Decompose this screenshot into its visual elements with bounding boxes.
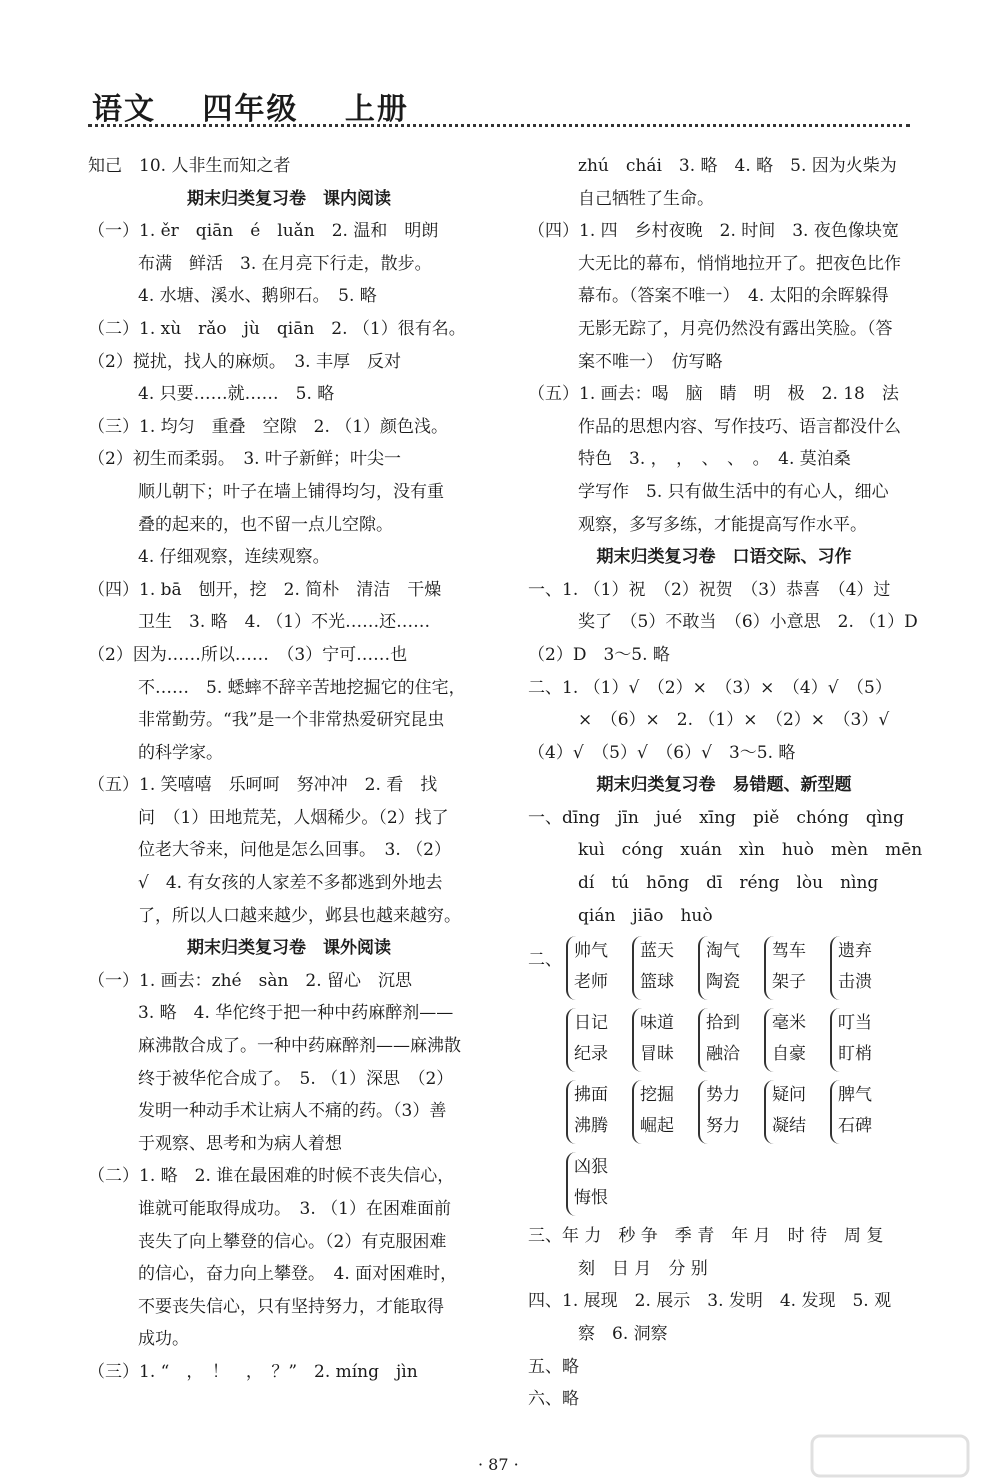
answer-line: 谁就可能取得成功。 3. （1）在困难面前: [138, 1199, 451, 1219]
word: 老师: [574, 972, 608, 993]
word: 蓝天: [640, 941, 674, 962]
answer-line: 丧失了向上攀登的信心。（2）有克服困难: [138, 1231, 447, 1252]
answer-line: 特色 3. ， ， 、 、 。 4. 莫泊桑: [578, 449, 851, 470]
answer-line: 4. 只要……就…… 5. 略: [138, 384, 335, 405]
answer-line: 卫生 3. 略 4. （1）不光……还……: [138, 612, 431, 633]
word-pair: [830, 1080, 896, 1144]
word-pair: [764, 1008, 830, 1072]
section-heading: 期末归类复习卷 课外阅读: [187, 938, 391, 959]
word: 自豪: [772, 1044, 806, 1065]
answer-line: 布满 鲜活 3. 在月亮下行走，散步。: [138, 253, 432, 274]
answer-line: 知己 10. 人非生而知之者: [88, 156, 291, 176]
page-number: · 87 ·: [478, 1455, 519, 1474]
answer-line: （四）1. bā 刨开，挖 2. 简朴 清洁 干燥: [88, 579, 442, 600]
grade: 四年级: [202, 92, 299, 127]
word: 融洽: [706, 1044, 740, 1065]
answer-line: 位老大爷来，问他是怎么回事。 3. （2）: [138, 840, 451, 861]
answer-line: 自己牺牲了生命。: [578, 188, 714, 209]
answer-line: 的信心，奋力向上攀登。 4. 面对困难时，: [138, 1264, 458, 1285]
answer-line: （2）搅扰，找人的麻烦。 3. 丰厚 反对: [88, 351, 401, 372]
word: 淘气: [706, 941, 740, 962]
answer-line: 的科学家。: [138, 742, 223, 763]
answer-line: 不要丧失信心，只有坚持努力，才能取得: [138, 1296, 444, 1317]
answer-line: （2）因为……所以…… （3）宁可……也: [88, 644, 408, 665]
answer-line: 案不唯一） 仿写略: [578, 351, 723, 372]
section-heading: 期末归类复习卷 口语交际、习作: [596, 547, 852, 568]
answer-line: 了，所以人口越来越少，邺县也越来越穷。: [138, 905, 461, 926]
answer-line: （二）1. 略 2. 谁在最困难的时候不丧失信心，: [88, 1166, 455, 1187]
answer-line: 发明一种动手术让病人不痛的药。（3）善: [138, 1101, 447, 1122]
word-pair: [632, 1080, 698, 1144]
answer-line: （2）D 3～5. 略: [528, 644, 670, 665]
word-pair: [632, 1008, 698, 1072]
word: 味道: [640, 1013, 674, 1034]
word: 沸腾: [574, 1116, 608, 1137]
word: 驾车: [772, 941, 806, 962]
word: 努力: [706, 1116, 740, 1137]
answer-line: 学写作 5. 只有做生活中的有心人，细心: [578, 481, 889, 502]
answer-line: （三）1. “ ， ！ ， ？” 2. míng jìn: [88, 1361, 418, 1382]
answer-line: 一、1. （1）祝 （2）祝贺 （3）恭喜 （4）过: [528, 579, 891, 600]
answer-line: 幕布。（答案不唯一） 4. 太阳的余晖躲得: [578, 286, 889, 307]
answer-line: 六、略: [528, 1389, 579, 1410]
word-pair: [698, 1008, 764, 1072]
word: 叮当: [838, 1013, 872, 1034]
word: 遗弃: [838, 941, 872, 962]
word: 架子: [772, 972, 806, 993]
answer-line: 一、dīng jīn jué xīng piě chóng qìng: [528, 807, 905, 828]
word: 篮球: [640, 972, 674, 993]
answer-line: （4）√ （5）√ （6）√ 3～5. 略: [528, 742, 796, 763]
answer-line: 叠的起来的，也不留一点儿空隙。: [138, 514, 393, 535]
answer-line: （四）1. 四 乡村夜晚 2. 时间 3. 夜色像块宽: [528, 221, 899, 242]
answer-line: zhú chái 3. 略 4. 略 5. 因为火柴为: [578, 156, 897, 176]
word: 悔恨: [574, 1188, 608, 1209]
word: 毫米: [772, 1013, 806, 1034]
answer-line: qián jiāo huò: [578, 905, 713, 926]
watermark-logo: [810, 1432, 970, 1480]
word: 冒昧: [640, 1044, 674, 1065]
word-pair: [566, 936, 632, 1000]
answer-line: 五、略: [528, 1356, 579, 1377]
word: 挖掘: [640, 1085, 674, 1106]
word: 脾气: [838, 1085, 872, 1106]
word-pair: [698, 936, 764, 1000]
word-pair: [566, 1152, 632, 1216]
answer-line: （一）1. ěr qiān é luǎn 2. 温和 明朗: [88, 221, 439, 242]
word: 凶狠: [574, 1157, 608, 1178]
answer-line: （二）1. xù rǎo jù qiān 2. （1）很有名。: [88, 318, 466, 339]
word: 石碑: [838, 1116, 872, 1137]
word: 拾到: [706, 1013, 740, 1034]
word: 日记: [574, 1013, 608, 1034]
section-heading: 期末归类复习卷 易错题、新型题: [596, 775, 852, 796]
answer-line: √ 4. 有女孩的人家差不多都逃到外地去: [138, 873, 443, 894]
answer-line: （一）1. 画去：zhé sàn 2. 留心 沉思: [88, 970, 413, 991]
answer-line: 顺儿朝下；叶子在墙上铺得均匀，没有重: [138, 481, 444, 502]
word-pairs-label: 二、: [528, 950, 562, 971]
answer-line: 四、1. 展现 2. 展示 3. 发明 4. 发现 5. 观: [528, 1291, 892, 1312]
word: 盯梢: [838, 1044, 872, 1065]
word-pair: [764, 936, 830, 1000]
answer-line: 终于被华佗合成了。 5. （1）深思 （2）: [138, 1068, 454, 1089]
section-heading: 期末归类复习卷 课内阅读: [187, 188, 391, 209]
right-column: [528, 150, 923, 1416]
answer-line: dí tú hōng dī réng lòu nìng: [578, 873, 879, 894]
word: 势力: [706, 1085, 740, 1106]
answer-line: 麻沸散合成了。一种中药麻醉剂——麻沸散: [138, 1036, 461, 1057]
word-pair: [830, 1008, 896, 1072]
answer-line: 4. 水塘、溪水、鹅卵石。 5. 略: [138, 286, 377, 307]
word-pair: [566, 1080, 632, 1144]
word: 疑问: [772, 1085, 806, 1106]
answer-line: 察 6. 洞察: [578, 1324, 668, 1345]
answer-line: 三、年 力 秒 争 季 青 年 月 时 待 周 复: [528, 1226, 884, 1247]
word-pairs-grid: [528, 932, 920, 1220]
answer-line: （五）1. 笑嘻嘻 乐呵呵 努冲冲 2. 看 找: [88, 775, 438, 796]
left-column: [88, 150, 490, 1389]
volume: 上册: [344, 92, 409, 127]
word: 陶瓷: [706, 972, 740, 993]
word-pair: [698, 1080, 764, 1144]
answer-line: 无影无踪了，月亮仍然没有露出笑脸。（答: [578, 318, 893, 339]
answer-line: kuì cóng xuán xìn huò mèn mēn: [578, 840, 923, 861]
answer-line: （五）1. 画去：喝 脑 睛 明 极 2. 18 法: [528, 384, 899, 405]
answer-line: 3. 略 4. 华佗终于把一种中药麻醉剂——: [138, 1003, 454, 1024]
answer-line: 非常勤劳。“我”是一个非常热爱研究昆虫: [138, 710, 445, 731]
header-dotted-rule: [88, 124, 910, 127]
answer-line: × （6）× 2. （1）× （2）× （3）√: [578, 710, 890, 731]
word: 纪录: [574, 1044, 608, 1065]
page-header: [92, 84, 443, 128]
answer-line: 不…… 5. 蟋蟀不辞辛苦地挖掘它的住宅，: [138, 677, 466, 698]
answer-line: （三）1. 均匀 重叠 空隙 2. （1）颜色浅。: [88, 416, 449, 437]
word-pair: [764, 1080, 830, 1144]
word: 拂面: [574, 1085, 608, 1106]
word-pair: [632, 936, 698, 1000]
subject: 语文: [92, 92, 156, 127]
answer-line: 成功。: [138, 1329, 189, 1350]
answer-line: 4. 仔细观察，连续观察。: [138, 547, 330, 568]
answer-line: 奖了 （5）不敢当 （6）小意思 2. （1）D: [578, 612, 918, 633]
answer-line: 二、1. （1）√ （2）× （3）× （4）√ （5）: [528, 677, 892, 698]
word-pair: [830, 936, 896, 1000]
word: 帅气: [574, 941, 608, 962]
answer-line: 作品的思想内容、写作技巧、语言都没什么: [578, 416, 901, 437]
word-pair: [566, 1008, 632, 1072]
word: 凝结: [772, 1116, 806, 1137]
word: 击溃: [838, 972, 872, 993]
answer-line: 问 （1）田地荒芜，人烟稀少。（2）找了: [138, 807, 449, 828]
answer-line: （2）初生而柔弱。 3. 叶子新鲜；叶尖一: [88, 449, 401, 470]
answer-line: 观察，多写多练，才能提高写作水平。: [578, 514, 867, 535]
answer-line: 大无比的幕布，悄悄地拉开了。把夜色比作: [578, 253, 901, 274]
answer-line: 刻 日 月 分 别: [578, 1258, 708, 1279]
answer-line: 于观察、思考和为病人着想: [138, 1133, 342, 1154]
word: 崛起: [640, 1116, 674, 1137]
